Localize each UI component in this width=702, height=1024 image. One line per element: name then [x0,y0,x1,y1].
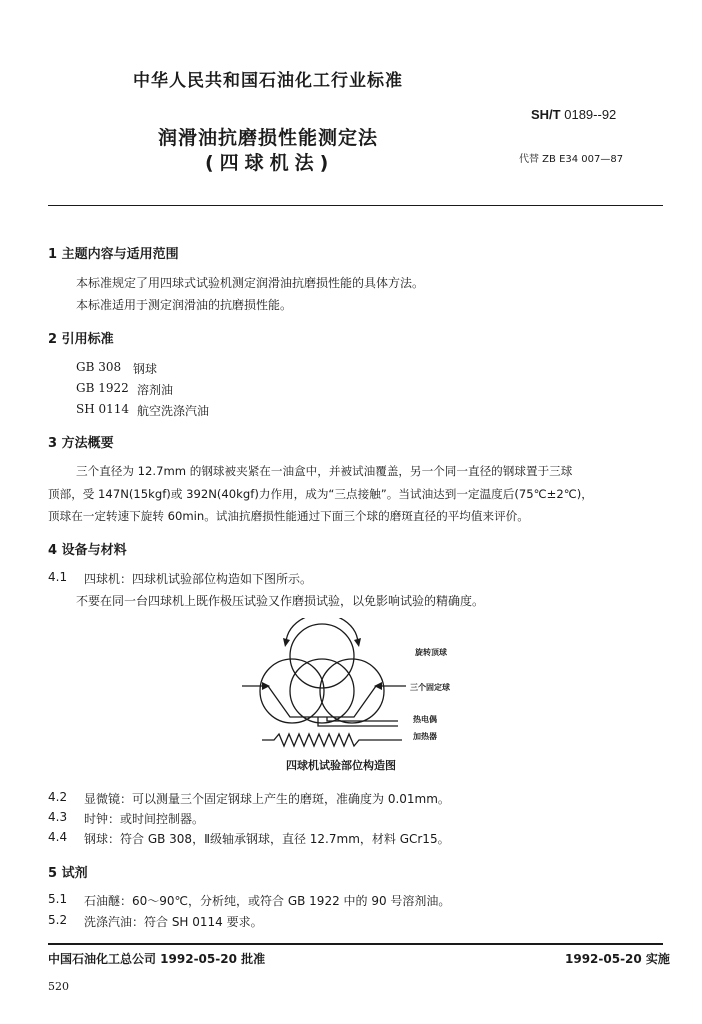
approval-line: 中国石油化工总公司 1992-05-20 批准 [48,952,266,966]
section-3-heading: 3 方法概要 [48,436,114,451]
reference-code: GB 308 [76,360,122,374]
standard-number [531,107,616,122]
standard-prefix: SH/T [531,107,561,122]
figure-label-thermocouple: 热电偶 [413,715,437,724]
four-ball-diagram [230,618,415,748]
reference-name: 航空洗涤汽油 [137,404,210,418]
item-text: 时钟：或时间控制器。 [84,812,205,826]
item-number: 4.2 [48,790,68,804]
item-text: 石油醚：60～90℃，分析纯，或符合 GB 1922 中的 90 号溶剂油。 [84,894,451,908]
section-3-text-line: 顶球在一定转速下旋转 60min。试油抗磨损性能通过下面三个球的磨斑直径的平均值来评价。 [48,509,529,523]
arrowhead-icon [283,638,290,647]
fixed-ball [290,659,354,723]
section-3-text-line: 顶部，受 147N(15kgf)或 392N(40kgf)力作用，成为“三点接触”。当试油达到一定温度后(75℃±2℃)， [48,487,593,501]
page-number: 520 [48,980,69,993]
item-note: 不要在同一台四球机上既作极压试验又作磨损试验，以免影响试验的精确度。 [76,594,485,608]
item-text: 钢球：符合 GB 308，Ⅱ级轴承钢球，直径 12.7mm，材料 GCr15。 [84,832,450,846]
item-number: 4.4 [48,830,68,844]
reference-name: 钢球 [133,362,158,376]
reference-code: GB 1922 [76,381,129,395]
section-5-heading: 5 试剂 [48,866,88,881]
arrowhead-icon [354,638,361,647]
item-text: 四球机：四球机试验部位构造如下图所示。 [84,572,313,586]
issuing-authority: 中华人民共和国石油化工行业标准 [133,71,403,91]
figure-label-heater: 加热器 [413,732,437,741]
document-title: 润滑油抗磨损性能测定法 [158,127,379,149]
reference-code: SH 0114 [76,402,130,416]
section-1-paragraph: 本标准规定了用四球式试验机测定润滑油抗磨损性能的具体方法。 [76,276,425,290]
item-text: 洗涤汽油：符合 SH 0114 要求。 [84,915,263,929]
heater-coil-icon [262,734,402,746]
arrowhead-icon [374,682,382,690]
section-2-heading: 2 引用标准 [48,332,114,347]
standard-code: 0189--92 [560,107,617,122]
figure-label-top-ball: 旋转顶球 [415,648,447,657]
arrowhead-icon [262,682,270,690]
thermocouple [318,717,398,726]
section-1-paragraph: 本标准适用于测定润滑油的抗磨损性能。 [76,298,293,312]
replaces-standard: 代替 ZB E34 007—87 [519,154,624,165]
item-number: 5.2 [48,913,68,927]
figure-caption: 四球机试验部位构造图 [286,759,396,772]
header-rule [48,205,663,206]
document-subtitle: (四球机法) [205,152,335,174]
rotation-arrow-icon [286,618,358,644]
implementation-date: 1992-05-20 实施 [565,952,670,966]
section-3-text-line: 三个直径为 12.7mm 的钢球被夹紧在一油盒中，并被试油覆盖，另一个同一直径的钢球置于三球 [76,464,573,478]
figure-label-fixed-balls: 三个固定球 [410,683,450,692]
item-number: 5.1 [48,892,68,906]
section-4-heading: 4 设备与材料 [48,543,127,558]
footer-rule [48,943,663,945]
item-text: 显微镜：可以测量三个固定钢球上产生的磨斑，准确度为 0.01mm。 [84,792,450,806]
item-number: 4.3 [48,810,68,824]
reference-name: 溶剂油 [137,383,174,397]
section-1-heading: 1 主题内容与适用范围 [48,247,179,262]
item-number: 4.1 [48,570,68,584]
